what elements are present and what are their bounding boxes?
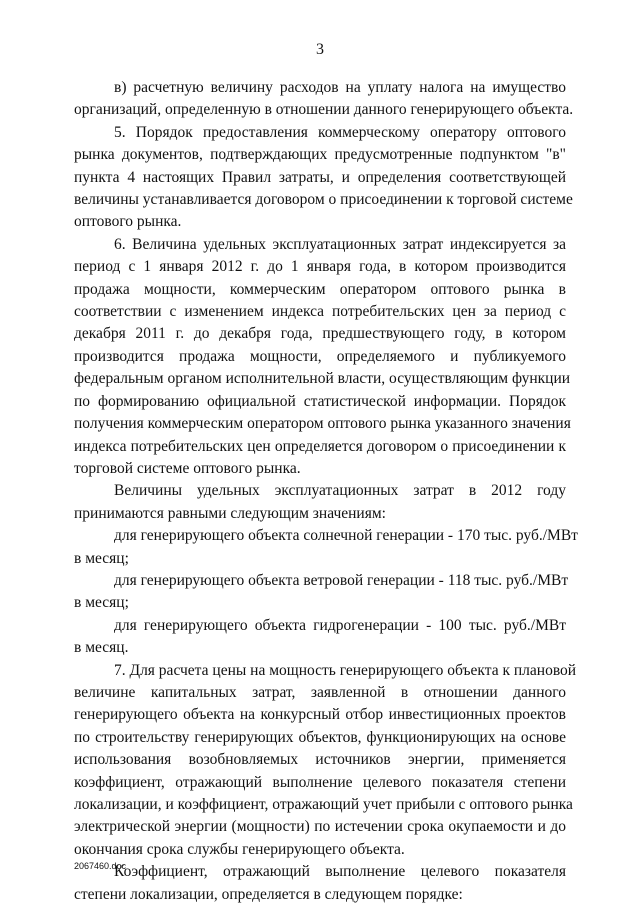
text-line: рынка документов, подтверждающих предусмотренные подпунктом "в" xyxy=(74,146,566,164)
text-line: 5. Порядок предоставления коммерческому оператору оптового xyxy=(114,123,566,141)
text-line: 7. Для расчета цены на мощность генерирующего объекта к плановой xyxy=(114,661,577,679)
text-line: локализации, и коэффициент, отражающий учет прибыли с оптового рынка xyxy=(74,796,573,813)
paragraph-value-hydro xyxy=(74,615,566,660)
text-line: величины устанавливается договором о присоединении к торговой системе xyxy=(74,191,573,209)
text-line: степени локализации, определяется в следующем порядке: xyxy=(74,885,463,903)
paragraph-value-solar xyxy=(74,525,578,570)
paragraph-item-5 xyxy=(74,122,573,234)
text-line: федеральным органом исполнительной власти, осуществляющим функции xyxy=(74,370,571,388)
text-line: соответствии с изменением индекса потребительских цен за период с xyxy=(74,303,566,321)
paragraph-item-7 xyxy=(74,660,577,862)
document-body xyxy=(74,77,578,906)
text-line: принимаются равными следующим значениям: xyxy=(74,504,386,522)
text-line: величине капитальных затрат, заявленной в отношении данного xyxy=(74,683,566,701)
text-line: в месяц; xyxy=(74,594,129,612)
text-line: оптового рынка. xyxy=(74,213,182,231)
text-line: 6. Величина удельных эксплуатационных затрат индексируется за xyxy=(114,235,566,253)
paragraph-value-wind xyxy=(74,570,569,615)
text-line: электрической энергии (мощности) по истечении срока окупаемости и до xyxy=(74,818,566,836)
paragraph-item-6 xyxy=(74,234,571,480)
text-line: организаций, определенную в отношении данного генерирующего объекта. xyxy=(74,101,574,119)
text-line: в) расчетную величину расходов на уплату налога на имущество xyxy=(114,79,566,96)
text-line: по строительству генерирующих объектов, функционирующих на основе xyxy=(74,728,566,746)
page-number: 3 xyxy=(316,41,324,58)
text-line: пункта 4 настоящих Правил затраты, и определения соответствующей xyxy=(74,168,566,186)
text-line: продажа мощности, коммерческим оператором оптового рынка в xyxy=(74,280,566,298)
text-line: окончания срока службы генерирующего объекта. xyxy=(74,840,405,858)
text-line: период с 1 января 2012 г. до 1 января года, в котором производится xyxy=(74,258,566,276)
text-line: для генерирующего объекта солнечной генерации - 170 тыс. руб./МВт xyxy=(114,527,578,545)
text-line: Коэффициент, отражающий выполнение целевого показателя xyxy=(114,863,566,881)
text-line: для генерирующего объекта гидрогенерации - 100 тыс. руб./МВт xyxy=(114,616,566,634)
text-line: Величины удельных эксплуатационных затрат в 2012 году xyxy=(114,482,566,500)
text-line: использования возобновляемых источников энергии, применяется xyxy=(74,751,566,769)
text-line: в месяц. xyxy=(74,639,129,657)
text-line: коэффициент, отражающий выполнение целевого показателя степени xyxy=(74,773,566,791)
text-line: производится продажа мощности, определяемого и публикуемого xyxy=(74,347,566,365)
text-line: генерирующего объекта на конкурсный отбор инвестиционных проектов xyxy=(74,706,566,724)
text-line: декабря 2011 г. до декабря года, предшествующего году, в котором xyxy=(74,325,566,343)
text-line: по формированию официальной статистической информации. Порядок xyxy=(74,392,566,410)
text-line: для генерирующего объекта ветровой генерации - 118 тыс. руб./МВт xyxy=(114,571,569,589)
footer-filename: 2067460.doc xyxy=(74,861,127,871)
text-line: в месяц; xyxy=(74,549,129,567)
text-line: получения коммерческим оператором оптового рынка указанного значения xyxy=(74,415,571,433)
paragraph-item-v xyxy=(74,77,574,122)
paragraph-coef-intro xyxy=(74,861,566,906)
text-line: торговой системе оптового рынка. xyxy=(74,459,301,477)
paragraph-values-intro xyxy=(74,480,566,525)
text-line: индекса потребительских цен определяется договором о присоединении к xyxy=(74,437,566,455)
